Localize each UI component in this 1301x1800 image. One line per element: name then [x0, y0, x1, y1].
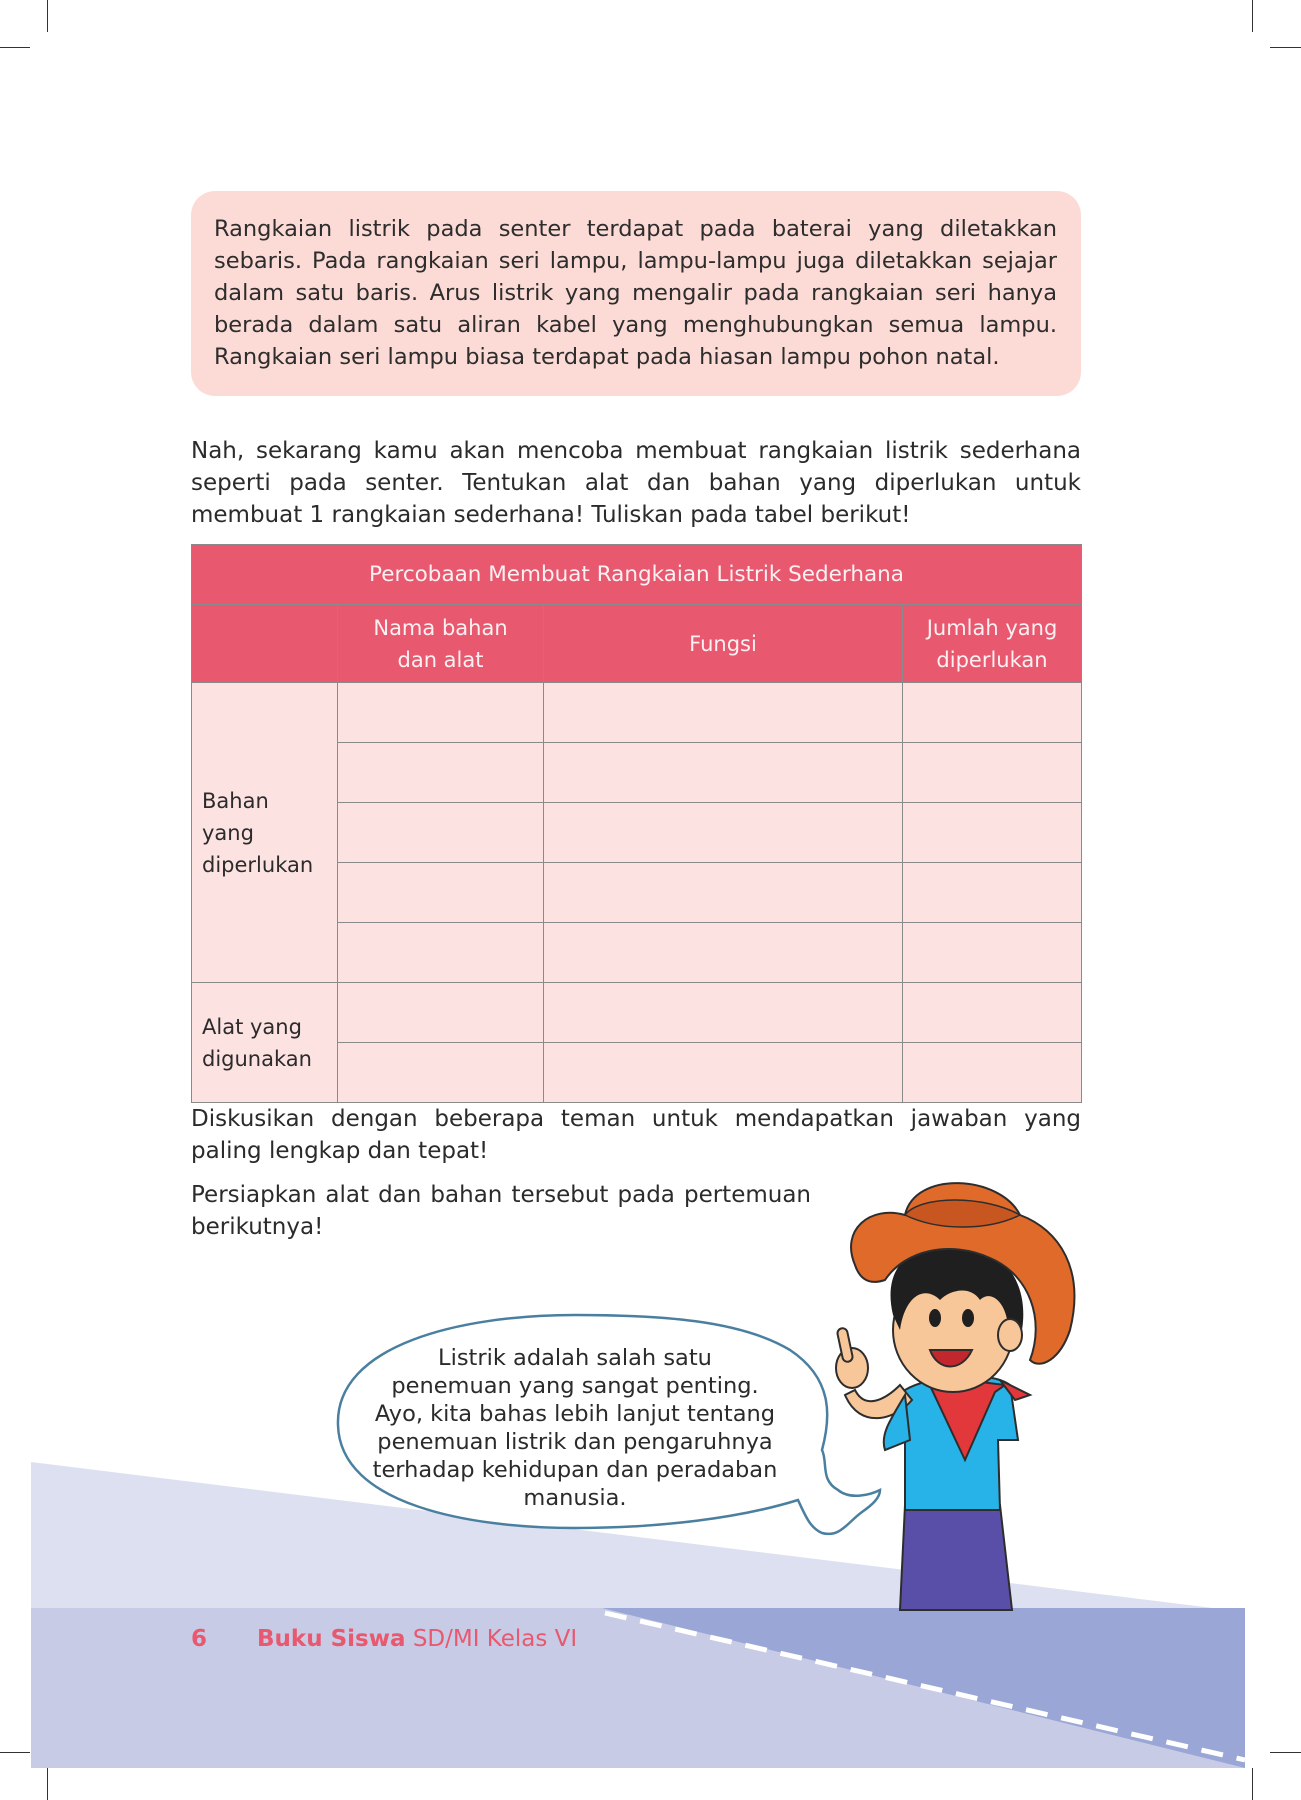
grade-label: SD/MI Kelas VI [412, 1626, 578, 1652]
bubble-line: terhadap kehidupan dan peradaban [372, 1457, 778, 1483]
book-title: Buku Siswa [257, 1626, 406, 1652]
info-box-text: Rangkaian listrik pada senter terdapat pada baterai yang diletakkan sebaris. Pada rangkaian seri lampu, lampu-lampu juga diletakkan sejajar dalam satu baris. Arus listrik yang mengalir pada rangkaian seri hanya berada dalam satu aliran kabel yang menghubungkan semua lampu. Rangkaian seri lampu biasa terdapat pada hiasan lampu pohon natal. [214, 216, 1057, 370]
table-title: Percobaan Membuat Rangkaian Listrik Sederhana [192, 545, 1082, 605]
bubble-line: Ayo, kita bahas lebih lanjut tentang [374, 1401, 776, 1427]
bubble-line: penemuan listrik dan pengaruhnya [377, 1429, 773, 1455]
row-label-bahan-text: Bahan yang diperlukan [202, 788, 314, 877]
page-number: 6 [191, 1626, 208, 1652]
header-function: Fungsi [544, 605, 903, 683]
row-label-alat-text: Alat yang digunakan [202, 1014, 312, 1071]
bubble-line: penemuan yang sangat penting. [391, 1373, 759, 1399]
bubble-line: manusia. [523, 1485, 627, 1511]
header-name-text: Nama bahan dan alat [373, 615, 508, 672]
intro-paragraph: Nah, sekarang kamu akan mencoba membuat rangkaian listrik sederhana seperti pada senter. Tentukan alat dan bahan yang diperlukan untuk membuat 1 rangkaian sederhana! Tuliskan pada tabel berikut! [191, 438, 1081, 528]
header-amount-text: Jumlah yang diperlukan [926, 615, 1058, 672]
book-info [257, 1624, 577, 1654]
discussion-paragraph: Diskusikan dengan beberapa teman untuk mendapatkan jawaban yang paling lengkap dan tepat! [191, 1106, 1081, 1164]
bubble-line: Listrik adalah salah satu [438, 1345, 712, 1371]
prepare-paragraph: Persiapkan alat dan bahan tersebut pada pertemuan berikutnya! [191, 1182, 811, 1240]
